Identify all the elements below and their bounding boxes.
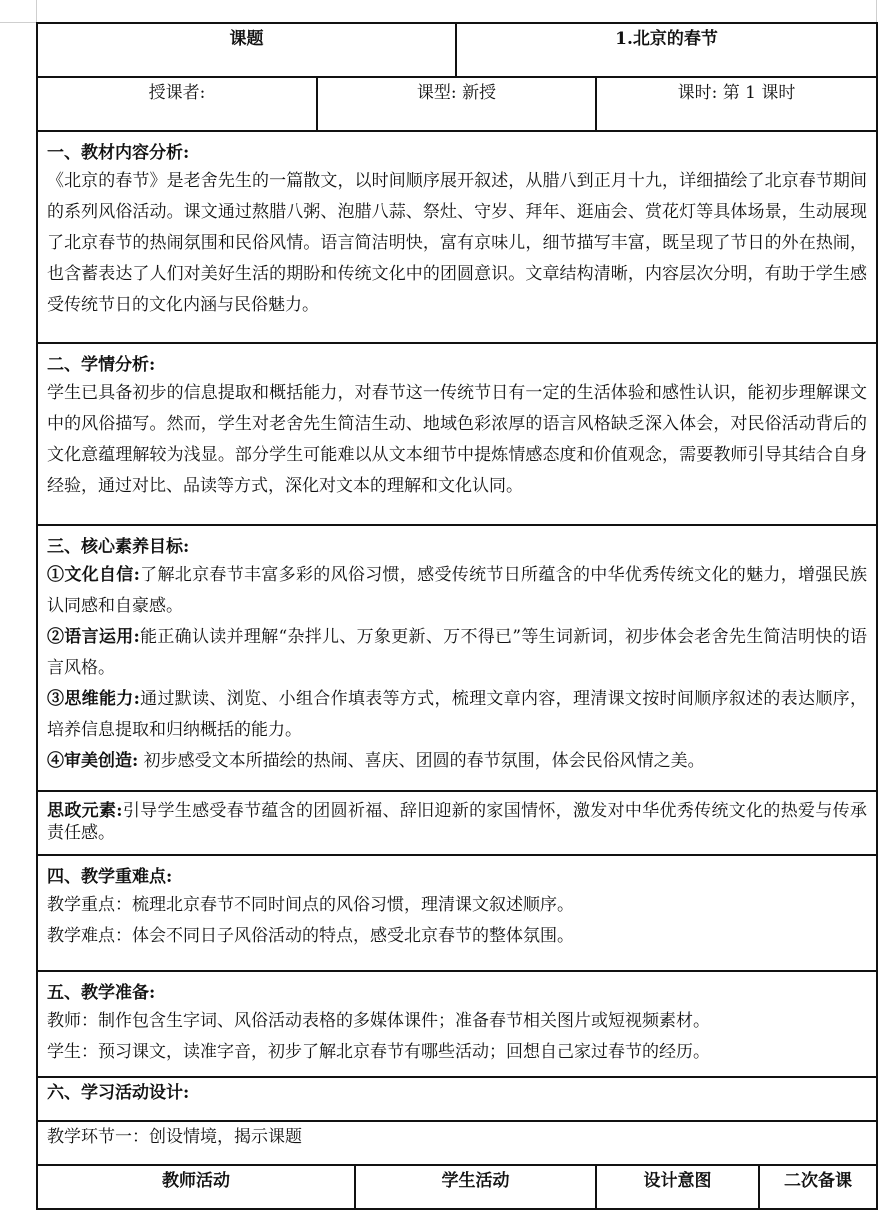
ideology-row [37,791,877,855]
goal-label: ④审美创造: [47,751,139,771]
type-label: 课型: [416,83,457,103]
ideology-label: 思政元素: [47,801,123,821]
goal-text: 能正确认读并理解“杂拌儿、万象更新、万不得已”等生词新词，初步体会老舍先生简洁明快的语言风格。 [47,627,867,678]
type-value: 新授 [462,83,497,103]
topic-label: 课题 [37,23,456,77]
ideology-text [47,800,867,844]
material-cell [37,131,877,343]
goal-item-aesthetic [47,746,867,777]
prep-student: 学生：预习课文，读准字音，初步了解北京春节有哪些活动；回想自己家过春节的经历。 [47,1042,710,1062]
activities-title: 六、学习活动设计: [37,1077,877,1121]
goal-text: 通过默读、浏览、小组合作填表等方式，梳理文章内容，理清课文按时间顺序叙述的表达顺序，培养信息提取和归纳概括的能力。 [47,689,867,740]
col-second-prep: 二次备课 [759,1165,877,1209]
goal-label: ①文化自信: [47,565,140,585]
keypoint-difficulty: 教学难点：体会不同日子风俗活动的特点，感受北京春节的整体氛围。 [47,926,574,946]
students-cell [37,343,877,525]
goal-label: ②语言运用: [47,627,140,647]
ideology-body: 引导学生感受春节蕴含的团圆祈福、辞旧迎新的家国情怀，激发对中华优秀传统文化的热爱与传承责任感。 [47,801,867,843]
topic-row [37,23,877,77]
goals-title: 三、核心素养目标: [47,537,190,557]
activities-step: 教学环节一：创设情境，揭示课题 [37,1121,877,1165]
teacher-cell [37,77,317,131]
page-corner-mark [0,22,36,23]
info-row [37,77,877,131]
students-row [37,343,877,525]
page-corner-mark [876,0,877,22]
material-text: 《北京的春节》是老舍先生的一篇散文，以时间顺序展开叙述，从腊八到正月十九，详细描绘了北京春节期间的系列风俗活动。课文通过熬腊八粥、泡腊八蒜、祭灶、守岁、拜年、逛庙会、赏花灯等具体场景，生动展现了北京春节的热闹氛围和民俗风情。语言简洁明快，富有京味儿，细节描写丰富，既呈现了节日的外在热闹，也含蓄表达了人们对美好生活的期盼和传统文化中的团圆意识。文章结构清晰，内容层次分明，有助于学生感受传统节日的文化内涵与民俗魅力。 [47,171,867,315]
prep-cell [37,971,877,1077]
col-design-intent: 设计意图 [596,1165,759,1209]
prep-title: 五、教学准备: [47,983,156,1003]
goal-item-culture [47,560,867,622]
prep-row [37,971,877,1077]
students-title: 二、学情分析: [47,355,156,375]
keypoints-cell [37,855,877,971]
goal-text: 初步感受文本所描绘的热闹、喜庆、团圆的春节氛围，体会民俗风情之美。 [138,751,705,771]
period-label: 课时: [677,83,718,103]
goal-item-thinking [47,684,867,746]
lesson-plan-table [36,22,878,1210]
page-corner-mark [36,0,37,22]
keypoint-focus: 教学重点：梳理北京春节不同时间点的风俗习惯，理清课文叙述顺序。 [47,895,574,915]
activities-header-row [37,1165,877,1209]
col-teacher-activity: 教师活动 [37,1165,355,1209]
keypoints-title: 四、教学重难点: [47,867,173,887]
period-value: 第 1 课时 [722,83,796,103]
students-text: 学生已具备初步的信息提取和概括能力，对春节这一传统节日有一定的生活体验和感性认识，能初步理解课文中的风俗描写。然而，学生对老舍先生简洁生动、地域色彩浓厚的语言风格缺乏深入体会，对民俗活动背后的文化意蕴理解较为浅显。部分学生可能难以从文本细节中提炼情感态度和价值观念，需要教师引导其结合自身经验，通过对比、品读等方式，深化对文本的理解和文化认同。 [47,383,867,496]
teacher-label: 授课者: [148,83,206,103]
goal-text: 了解北京春节丰富多彩的风俗习惯，感受传统节日所蕴含的中华优秀传统文化的魅力，增强民族认同感和自豪感。 [47,565,867,616]
topic-value: 1.北京的春节 [456,23,877,77]
goal-label: ③思维能力: [47,689,140,709]
goals-cell [37,525,877,791]
goals-row [37,525,877,791]
material-row [37,131,877,343]
activities-title-row [37,1077,877,1121]
prep-teacher: 教师：制作包含生字词、风俗活动表格的多媒体课件；准备春节相关图片或短视频素材。 [47,1011,710,1031]
period-cell [596,77,877,131]
goal-item-language [47,622,867,684]
type-cell [317,77,596,131]
col-student-activity: 学生活动 [355,1165,596,1209]
material-title: 一、教材内容分析: [47,143,190,163]
ideology-cell [37,791,877,855]
activities-step-row [37,1121,877,1165]
keypoints-row [37,855,877,971]
